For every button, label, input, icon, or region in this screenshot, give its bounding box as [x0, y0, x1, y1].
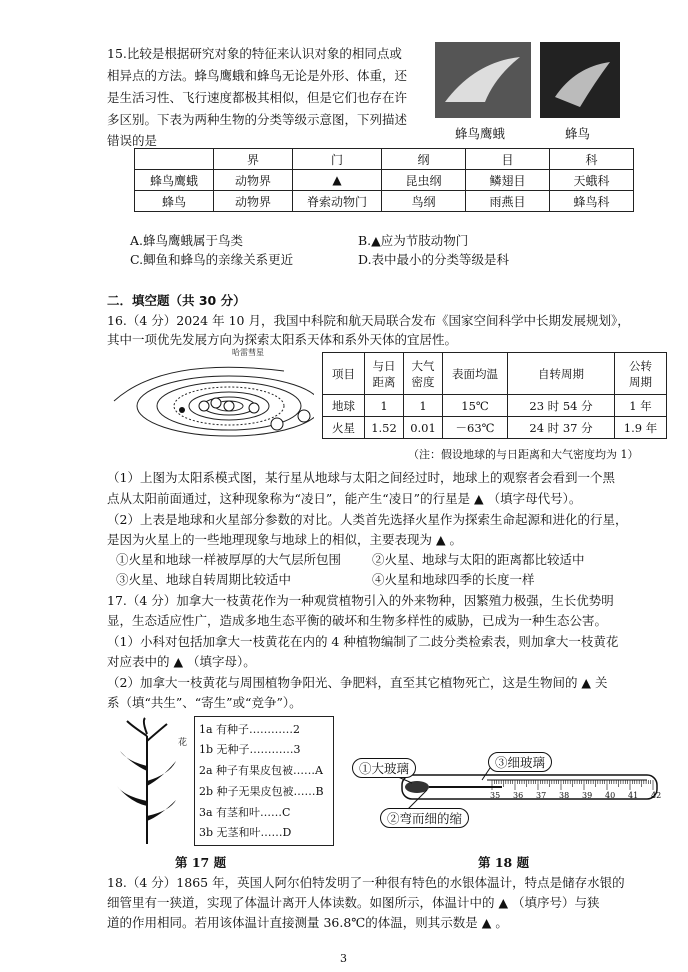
table-header-cell: 自转周期 — [508, 353, 615, 395]
key-item: 3a 有茎和叶……C — [199, 806, 291, 819]
table-row: 蜂鸟鹰蛾 动物界 ▲ 昆虫纲 鳞翅目 天蛾科 — [135, 170, 634, 191]
q16-choice-3: ③火星、地球自转周期比较适中 — [116, 572, 292, 587]
q16-sub2-line-1: （2）上表是地球和火星部分参数的对比。人类首先选择火星作为探索生命起源和进化的行星， — [107, 512, 628, 527]
q15-option-c: C.鲫鱼和蜂鸟的亲缘关系更近 — [130, 252, 294, 267]
table-header-cell: 门 — [293, 149, 382, 170]
scale-label: 36 — [513, 791, 524, 800]
table-row: 蜂鸟 动物界 脊索动物门 鸟纲 雨燕目 蜂鸟科 — [135, 191, 634, 212]
page-number: 3 — [340, 952, 347, 965]
scale-label: 42 — [651, 791, 662, 800]
scale-label: 35 — [490, 791, 501, 800]
halley-comet-label: 哈雷彗星 — [232, 348, 264, 357]
table-row: 火星 1.52 0.01 －63℃ 24 时 37 分 1.9 年 — [323, 417, 667, 439]
section-title: 二．填空题（共 30 分） — [107, 293, 246, 308]
table-header-cell: 项目 — [323, 353, 365, 395]
table-header-cell: 与日 距离 — [365, 353, 404, 395]
q16-sub1-line-1: （1）上图为太阳系模式图，某行星从地球与太阳之间经过时，地球上的观察者会看到一个黑 — [107, 470, 615, 485]
table-header-cell: 大气 密度 — [404, 353, 443, 395]
key-item: 1a 有种子…………2 — [199, 723, 301, 736]
q18-line-3: 道的作用相同。若用该体温计直接测量 36.8℃的体温，则其示数是 ▲ 。 — [107, 915, 508, 930]
goldenrod-illustration — [112, 716, 182, 846]
q17-line-6: 系（填“共生”、“寄生”或“竞争”）。 — [107, 695, 302, 710]
q17-line-1: 17.（4 分）加拿大一枝黄花作为一种观赏植物引入的外来物种，因繁殖力极强，生长优势明 — [107, 593, 614, 608]
q16-choice-4: ④火星和地球四季的长度一样 — [372, 572, 535, 587]
q16-choice-2: ②火星、地球与太阳的距离都比较适中 — [372, 552, 585, 567]
q16-sub1-line-2: 点从太阳前面通过，这种现象称为“凌日”，能产生“凌日”的行星是 ▲ （填字母代号）。 — [107, 491, 582, 506]
table-header-cell — [135, 149, 214, 170]
caption-q18: 第 18 题 — [478, 855, 530, 870]
hawkmoth-photo — [435, 42, 531, 118]
q15-line-2: 相异点的方法。蜂鸟鹰蛾和蜂鸟无论是外形、体重，还 — [107, 68, 408, 83]
table-header-cell: 公转 周期 — [615, 353, 667, 395]
q16-sub2-line-2: 是因为火星上的一些地理现象与地球上的相似，主要表现为 ▲ 。 — [107, 532, 463, 547]
key-item: 2b 种子无果皮包被……B — [199, 785, 324, 798]
flower-label: 花 — [178, 738, 188, 748]
q18-line-1: 18.（4 分）1865 年，英国人阿尔伯特发明了一种很有特色的水银体温计，特点是储存水银的 — [107, 875, 625, 890]
q17-line-5: （2）加拿大一枝黄花与周围植物争阳光、争肥料，直至其它植物死亡，这是生物间的 ▲ 关 — [107, 675, 608, 690]
scale-label: 40 — [605, 791, 616, 800]
q18-line-2: 细管里有一狭道，实现了体温计离开人体读数。如图所示，体温计中的 ▲ （填序号）与狭 — [107, 895, 600, 910]
key-item: 2a 种子有果皮包被……A — [199, 764, 323, 777]
q15-line-5: 错误的是 — [107, 133, 158, 148]
dichotomous-key — [194, 716, 334, 846]
table-row: 地球 1 1 15℃ 23 时 54 分 1 年 — [323, 395, 667, 417]
label-big-glass: ①大玻璃 — [352, 758, 416, 778]
scale-label: 39 — [582, 791, 593, 800]
q16-choice-1: ①火星和地球一样被厚厚的大气层所包围 — [116, 552, 342, 567]
caption-q17: 第 17 题 — [175, 855, 227, 870]
table-note: （注：假设地球的与日距离和大气密度均为 1） — [408, 448, 639, 461]
q17-line-2: 显，生态适应性广，造成多地生态平衡的破坏和生物多样性的威胁，已成为一种生态公害。 — [107, 613, 608, 628]
scale-label: 38 — [559, 791, 570, 800]
table-header-cell: 纲 — [382, 149, 466, 170]
q15-line-1: 15.比较是根据研究对象的特征来认识对象的相同点或 — [107, 46, 402, 61]
table-header-cell: 科 — [550, 149, 634, 170]
table-header-cell: 目 — [466, 149, 550, 170]
q15-option-b: B.▲应为节肢动物门 — [358, 233, 469, 248]
earth-mars-table — [322, 352, 667, 439]
solar-system-diagram — [104, 346, 314, 446]
q15-line-3: 是生活习性、飞行速度都极其相似，但是它们也存在许 — [107, 90, 408, 105]
q15-option-d: D.表中最小的分类等级是科 — [358, 252, 510, 267]
table-header-cell: 界 — [214, 149, 293, 170]
q17-line-4: 对应表中的 ▲ （填字母）。 — [107, 654, 256, 669]
table-header-cell: 表面均温 — [443, 353, 508, 395]
hummingbird-label: 蜂鸟 — [565, 126, 591, 141]
q16-line-1: 16.（4 分）2024 年 10 月，我国中科院和航天局联合发布《国家空间科学中长期发展规划》， — [107, 313, 630, 328]
q17-line-3: （1）小科对包括加拿大一枝黄花在内的 4 种植物编制了二歧分类检索表，则加拿大一枝黄花 — [107, 634, 619, 649]
hawkmoth-label: 蜂鸟鹰蛾 — [455, 126, 506, 141]
scale-label: 37 — [536, 791, 547, 800]
scale-label: 41 — [628, 791, 639, 800]
key-item: 3b 无茎和叶……D — [199, 826, 292, 839]
q15-option-a: A.蜂鸟鹰蛾属于鸟类 — [130, 233, 244, 248]
hummingbird-photo — [540, 42, 620, 118]
q16-line-2: 其中一项优先发展方向为探索太阳系天体和系外天体的宜居性。 — [107, 332, 458, 347]
label-constriction: ②弯而细的缩 — [380, 808, 469, 828]
key-item: 1b 无种子…………3 — [199, 743, 301, 756]
label-thin-glass: ③细玻璃 — [488, 752, 552, 772]
q15-line-4: 多区别。下表为两种生物的分类等级示意图，下列描述 — [107, 112, 408, 127]
classification-table — [134, 148, 634, 212]
